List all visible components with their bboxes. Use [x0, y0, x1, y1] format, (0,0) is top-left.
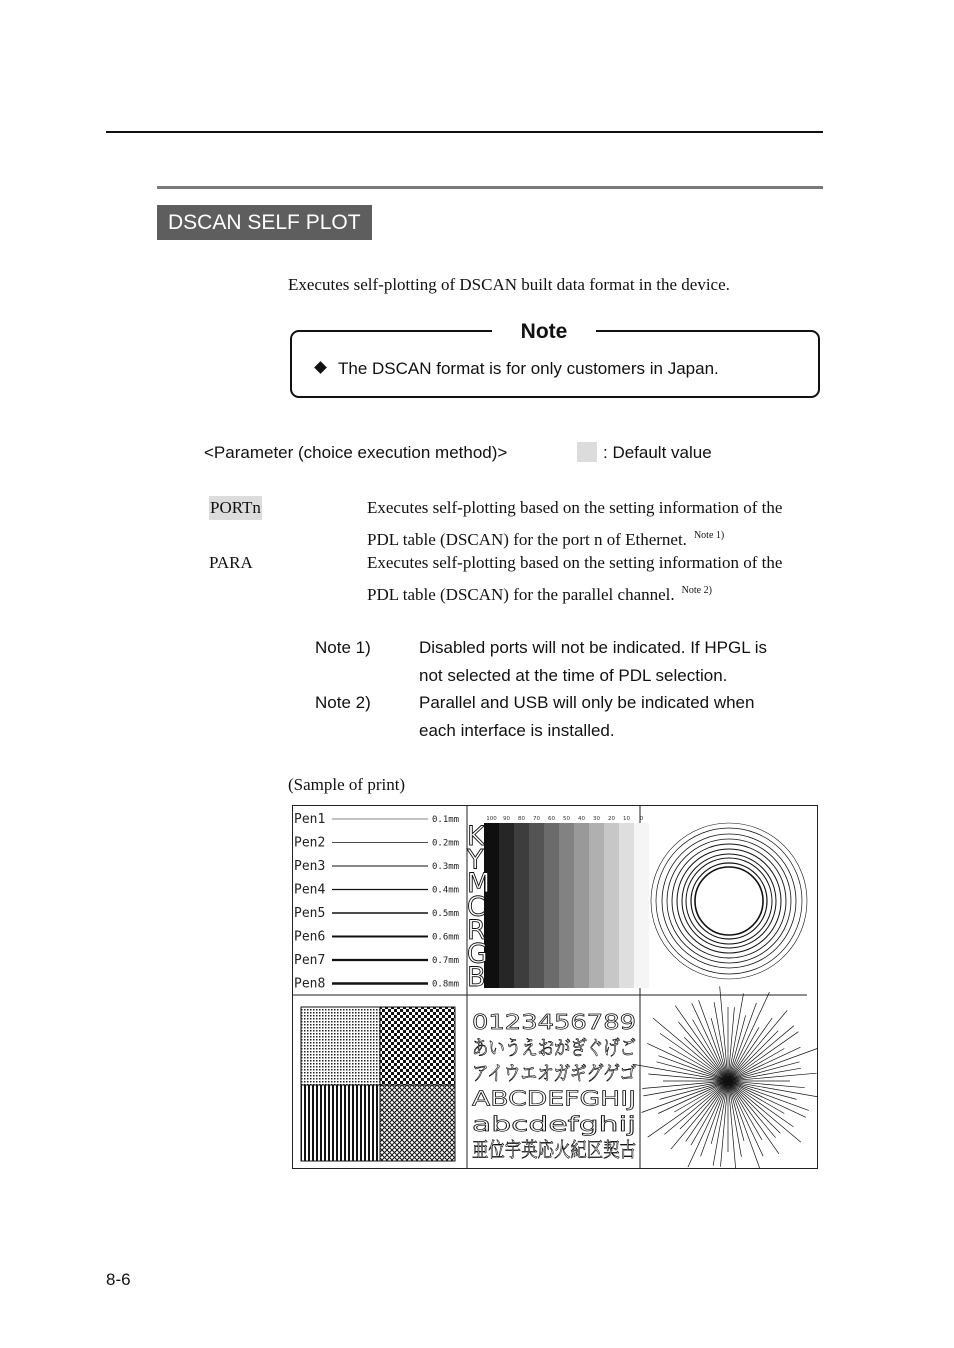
note-body: The DSCAN format is for only customers in Japan. [338, 359, 719, 378]
param-desc-line: Executes self-plotting based on the setting information of the [367, 498, 783, 517]
pen-label: Pen7 [294, 953, 326, 968]
pen-width-label: 0.5mm [432, 909, 460, 919]
pen-label: Pen2 [294, 835, 326, 851]
default-value-swatch [577, 442, 597, 462]
sample-label: (Sample of print) [288, 775, 406, 794]
gray-bar [529, 823, 544, 988]
footnote-label: Note 2) [315, 693, 371, 712]
note-text [316, 357, 719, 381]
note-title: Note [492, 318, 596, 346]
color-letter: Y [467, 844, 484, 876]
parameter-heading: <Parameter (choice execution method)> [204, 443, 508, 462]
page-number: 8-6 [106, 1270, 131, 1289]
color-letter: M [467, 868, 491, 899]
footnote-text [419, 689, 819, 744]
param-desc-line: PDL table (DSCAN) for the parallel channel. $^{Note 2)}$ [367, 585, 712, 604]
pen-width-label: 0.8mm [432, 979, 460, 990]
param-name-para: PARA [209, 553, 253, 572]
pen-label: Pen5 [294, 906, 326, 921]
gray-label: 70 [533, 816, 540, 822]
gray-label: 50 [563, 816, 570, 822]
gray-label: 90 [503, 816, 510, 822]
footnote-line: Disabled ports will not be indicated. If HPGL is [419, 638, 768, 657]
gray-label: 30 [593, 816, 600, 822]
header-rule [106, 131, 823, 133]
diamond-bullet-icon [314, 361, 327, 374]
pen-label: Pen6 [294, 929, 326, 945]
default-value-label: : Default value [603, 443, 712, 462]
gray-bar [574, 823, 589, 988]
footnote-text [419, 634, 819, 689]
gray-bar [559, 823, 574, 988]
footnote-line: not selected at the time of PDL selection. [419, 665, 728, 685]
gray-bar [604, 823, 619, 988]
param-name-portn: PORTn [209, 496, 262, 520]
gray-scale-samples [466, 816, 649, 993]
note-ref: Note 1) [693, 530, 725, 541]
pen-width-label: 0.7mm [432, 956, 460, 966]
pen-label: Pen8 [294, 976, 326, 992]
font-sample-line: 0123456789 [472, 1010, 636, 1034]
sample-print-figure [292, 805, 818, 1169]
param-desc-line: PDL table (DSCAN) for the port n of Ethernet. $^{Note 1)}$ [367, 530, 725, 549]
pen-label: Pen4 [294, 882, 326, 898]
pen-width-label: 0.2mm [432, 838, 460, 849]
gray-bar [619, 823, 634, 988]
gray-label: 10 [623, 816, 630, 822]
gray-bar [544, 823, 559, 988]
pen-width-label: 0.6mm [432, 932, 460, 943]
pen-label: Pen1 [294, 812, 326, 827]
color-letter: K [467, 821, 485, 852]
gray-label: 0 [639, 816, 644, 822]
gray-bar [514, 823, 529, 988]
color-letter: B [467, 962, 486, 993]
hatch-pattern-sample [301, 1007, 455, 1161]
gray-label: 80 [518, 816, 525, 822]
section-title: DSCAN SELF PLOT [157, 205, 372, 240]
pen-label: Pen3 [294, 859, 326, 874]
gray-label: 40 [578, 816, 585, 822]
font-sample-line: アイウエオガギグゲゴ [472, 1061, 636, 1085]
pen-width-label: 0.1mm [432, 815, 460, 825]
gray-label: 100 [486, 816, 497, 822]
gray-bar [589, 823, 604, 988]
gray-label: 60 [548, 816, 555, 822]
intro-text: Executes self-plotting of DSCAN built data format in the device. [288, 275, 730, 294]
color-letter: C [467, 891, 486, 923]
param-desc-line: Executes self-plotting based on the setting information of the [367, 553, 783, 572]
font-sample-line: あいうえおがぎぐげご [472, 1035, 636, 1060]
font-sample-line: 亜位宇英応火紀区契古 [472, 1137, 636, 1162]
footnote-line: Parallel and USB will only be indicated when [419, 693, 755, 712]
color-letter: G [467, 938, 488, 970]
color-letter: R [467, 915, 486, 946]
font-sample-line: abcdefghij [472, 1112, 636, 1136]
font-samples [472, 1010, 636, 1162]
param-desc-para [367, 549, 827, 609]
pen-width-label: 0.3mm [432, 862, 460, 872]
note-ref: Note 2) [681, 585, 712, 596]
footnote-label: Note 1) [315, 638, 371, 657]
font-sample-line: ABCDEFGHIJ [472, 1086, 636, 1111]
param-desc-portn [367, 494, 827, 554]
gray-bar [499, 823, 514, 988]
section-rule [157, 186, 823, 189]
gray-bar [634, 823, 649, 988]
gray-label: 20 [608, 816, 615, 822]
pen-width-label: 0.4mm [432, 885, 460, 896]
footnote-line: each interface is installed. [419, 720, 615, 740]
